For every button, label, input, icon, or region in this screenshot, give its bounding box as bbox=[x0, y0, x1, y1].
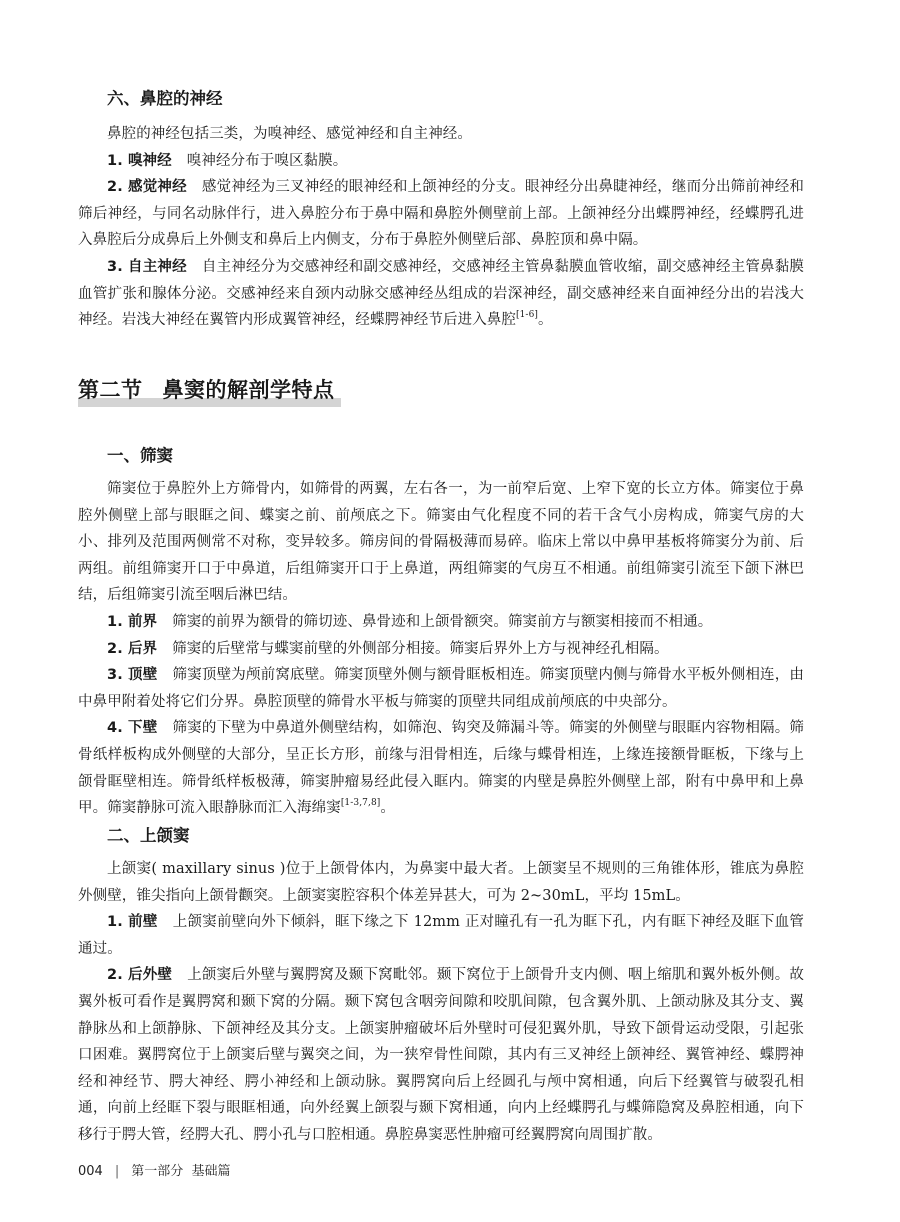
ethmoid-intro: 筛窦位于鼻腔外上方筛骨内，如筛骨的两翼，左右各一，为一前窄后宽、上窄下宽的长立方体。筛窦位于鼻腔外侧壁上部与眼眶之间、蝶窦之前、前颅底之下。筛窦由气化程度不同的若干含气小房构成，筛窦气房的大小、排列及范围两侧常不对称，变异较多。筛房间的骨隔极薄而易碎。临床上常以中鼻甲基板将筛窦分为前、后两组。前组筛窦开口于中鼻道，后组筛窦开口于上鼻道，两组筛窦的气房互不相通。前组筛窦引流至下颌下淋巴结，后组筛窦引流至咽后淋巴结。 bbox=[78, 481, 804, 604]
page-footer: 004 | 第一部分 基础篇 bbox=[78, 1164, 231, 1179]
part-name: 基础篇 bbox=[191, 1164, 231, 1179]
paragraph: 4. 下壁 筛窦的下壁为中鼻道外侧壁结构，如筛泡、钩突及筛漏斗等。筛窦的外侧壁与眼眶内容物相隔。筛骨纸样板构成外侧壁的大部分，呈正长方形，前缘与泪骨相连，后缘与蝶骨相连，上缘连接额骨眶板，下缘与上颌骨眶壁相连。筛骨纸样板极薄，筛窦肿瘤易经此侵入眶内。筛窦的内壁是鼻腔外侧壁上部，附有中鼻甲和上鼻甲。筛窦静脉可流入眼静脉而汇入海绵窦[1-3,7,8]。 bbox=[78, 720, 805, 817]
nasal-nerves-title: 六、鼻腔的神经 bbox=[107, 89, 223, 108]
maxillary-section bbox=[78, 822, 804, 846]
section-title: 第二节 鼻窦的解剖学特点 bbox=[78, 374, 335, 404]
citation: [1-6] bbox=[516, 310, 539, 321]
paragraph: 3. 自主神经 自主神经分为交感神经和副交感神经，交感神经主管鼻黏膜血管收缩，副交感神经主管鼻黏膜血管扩张和腺体分泌。交感神经来自颈内动脉交感神经丛组成的岩深神经，副交感神经来自面神经分出的岩浅大神经。岩浅大神经在翼管内形成翼管神经，经蝶腭神经节后进入鼻腔[1-6]。 bbox=[78, 258, 804, 329]
ethmoid-section bbox=[78, 442, 804, 466]
part-label: 第一部分 bbox=[131, 1164, 184, 1179]
paragraph: 2. 后界 筛窦的后壁常与蝶窦前壁的外侧部分相接。筛窦后界外上方与视神经孔相隔。 bbox=[107, 640, 669, 657]
citation: [1-3,7,8] bbox=[340, 798, 381, 809]
section-heading bbox=[78, 374, 335, 404]
paragraph: 2. 感觉神经 感觉神经为三叉神经的眼神经和上颌神经的分支。眼神经分出鼻睫神经，继而分出筛前神经和筛后神经，与同名动脉伴行，进入鼻腔分布于鼻中隔和鼻腔外侧壁前上部。上颌神经分出蝶腭神经，经蝶腭孔进入鼻腔后分成鼻后上外侧支和鼻后上内侧支，分布于鼻腔外侧壁后部、鼻腔顶和鼻中隔。 bbox=[78, 179, 804, 249]
page-number: 004 bbox=[78, 1164, 103, 1179]
paragraph: 3. 顶壁 筛窦顶壁为颅前窝底壁。筛窦顶壁外侧与额骨眶板相连。筛窦顶壁内侧与筛骨水平板外侧相连，由中鼻甲附着处将它们分界。鼻腔顶壁的筛骨水平板与筛窦的顶壁共同组成前颅底的中央部分。 bbox=[78, 667, 805, 710]
paragraph: 2. 后外壁 上颌窦后外壁与翼腭窝及颞下窝毗邻。颞下窝位于上颌骨升支内侧、咽上缩肌和翼外板外侧。故翼外板可看作是翼腭窝和颞下窝的分隔。颞下窝包含咽旁间隙和咬肌间隙，包含翼外肌、上颌动脉及其分支、翼静脉丛和上颌静脉、下颌神经及其分支。上颌窦肿瘤破坏后外壁时可侵犯翼外肌，导致下颌骨运动受限，引起张口困难。翼腭窝位于上颌窦后壁与翼突之间，为一狭窄骨性间隙，其内有三叉神经上颌神经、翼管神经、蝶腭神经和神经节、腭大神经、腭小神经和上颌动脉。翼腭窝向后上经圆孔与颅中窝相通，向后下经翼管与破裂孔相通，向前上经眶下裂与眼眶相通，向外经翼上颌裂与颞下窝相通，向内上经蝶腭孔与蝶筛隐窝及鼻腔相通，向下移行于腭大管，经腭大孔、腭小孔与口腔相通。鼻腔鼻窦恶性肿瘤可经翼腭窝向周围扩散。 bbox=[78, 967, 805, 1143]
maxillary-intro: 上颌窦( maxillary sinus )位于上颌骨体内，为鼻窦中最大者。上颌窦呈不规则的三角锥体形，锥底为鼻腔外侧壁，锥尖指向上颌骨颧突。上颌窦窦腔容积个体差异甚大，可为 2~30mL，平均 15mL。 bbox=[78, 861, 804, 904]
nasal-nerves-body bbox=[78, 121, 804, 334]
nasal-nerves-section bbox=[78, 85, 804, 109]
paragraph: 1. 前界 筛窦的前界为额骨的筛切迹、鼻骨迹和上颌骨额突。筛窦前方与额窦相接而不相通。 bbox=[107, 613, 713, 630]
paragraph: 1. 前壁 上颌窦前壁向外下倾斜，眶下缘之下 12mm 正对瞳孔有一孔为眶下孔，内有眶下神经及眶下血管通过。 bbox=[78, 914, 804, 957]
paragraph: 1. 嗅神经 嗅神经分布于嗅区黏膜。 bbox=[107, 152, 348, 169]
ethmoid-body bbox=[78, 476, 804, 822]
maxillary-body bbox=[78, 856, 804, 1149]
ethmoid-title: 一、筛窦 bbox=[107, 446, 173, 465]
nasal-nerves-intro: 鼻腔的神经包括三类，为嗅神经、感觉神经和自主神经。 bbox=[107, 126, 472, 142]
maxillary-title: 二、上颌窦 bbox=[107, 826, 190, 845]
